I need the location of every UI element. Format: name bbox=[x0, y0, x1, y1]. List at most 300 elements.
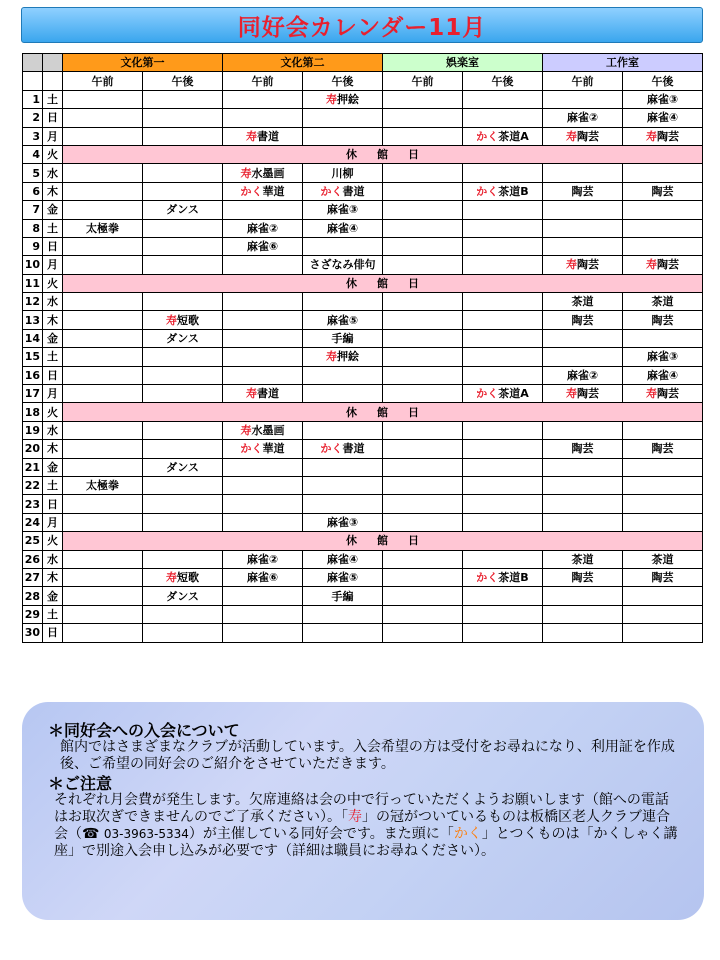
activity-cell bbox=[143, 550, 223, 568]
activity-cell bbox=[303, 458, 383, 476]
room-header: 娯楽室 bbox=[383, 54, 543, 72]
activity-cell bbox=[623, 421, 703, 439]
activity-cell bbox=[543, 237, 623, 255]
activity-cell bbox=[463, 219, 543, 237]
activity-cell bbox=[543, 624, 623, 642]
activity-cell bbox=[463, 513, 543, 531]
day-number: 6 bbox=[23, 182, 43, 200]
activity-cell bbox=[543, 90, 623, 108]
activity-cell: 麻雀② bbox=[543, 366, 623, 384]
activity-cell bbox=[63, 127, 143, 145]
activity-cell: 陶芸 bbox=[623, 311, 703, 329]
activity-cell bbox=[63, 256, 143, 274]
activity-cell bbox=[143, 164, 223, 182]
activity-cell bbox=[63, 568, 143, 586]
calendar-row bbox=[23, 421, 703, 439]
room-header: 文化第二 bbox=[223, 54, 383, 72]
closed-day-cell: 休館日 bbox=[63, 532, 703, 550]
weekday: 水 bbox=[43, 293, 63, 311]
activity-cell bbox=[463, 329, 543, 347]
activity-cell bbox=[463, 587, 543, 605]
activity-cell: 太極拳 bbox=[63, 219, 143, 237]
activity-cell bbox=[383, 293, 463, 311]
activity-cell bbox=[63, 513, 143, 531]
notice-heading: ＊ご注意 bbox=[48, 774, 113, 793]
activity-prefix: 寿 bbox=[566, 387, 577, 401]
half-header: 午後 bbox=[303, 72, 383, 90]
activity-cell bbox=[223, 458, 303, 476]
activity-cell bbox=[63, 458, 143, 476]
activity-cell bbox=[543, 421, 623, 439]
calendar-row bbox=[23, 348, 703, 366]
calendar-row bbox=[23, 513, 703, 531]
calendar-row bbox=[23, 201, 703, 219]
calendar-row bbox=[23, 476, 703, 494]
activity-cell: 陶芸 bbox=[623, 182, 703, 200]
activity-prefix: 寿 bbox=[246, 129, 257, 143]
calendar-row bbox=[23, 403, 703, 421]
activity-cell: 寿押絵 bbox=[303, 348, 383, 366]
activity-cell bbox=[383, 476, 463, 494]
activity-cell bbox=[223, 476, 303, 494]
calendar-row bbox=[23, 532, 703, 550]
activity-cell: 陶芸 bbox=[543, 568, 623, 586]
activity-cell bbox=[383, 495, 463, 513]
activity-prefix: 寿 bbox=[326, 92, 337, 106]
activity-cell: 寿陶芸 bbox=[543, 127, 623, 145]
activity-cell bbox=[463, 164, 543, 182]
activity-prefix: かく bbox=[476, 387, 499, 401]
activity-cell bbox=[63, 164, 143, 182]
activity-cell bbox=[543, 513, 623, 531]
activity-cell bbox=[303, 127, 383, 145]
activity-cell bbox=[463, 476, 543, 494]
activity-cell: 麻雀⑥ bbox=[223, 568, 303, 586]
weekday: 水 bbox=[43, 421, 63, 439]
day-number: 28 bbox=[23, 587, 43, 605]
activity-cell: かく書道 bbox=[303, 182, 383, 200]
activity-cell: 麻雀② bbox=[223, 219, 303, 237]
activity-cell bbox=[383, 348, 463, 366]
weekday: 土 bbox=[43, 476, 63, 494]
activity-cell bbox=[623, 237, 703, 255]
activity-cell bbox=[303, 624, 383, 642]
activity-cell bbox=[223, 293, 303, 311]
closed-day-cell: 休館日 bbox=[63, 403, 703, 421]
activity-cell: 茶道 bbox=[623, 293, 703, 311]
calendar-row bbox=[23, 182, 703, 200]
calendar-row bbox=[23, 256, 703, 274]
activity-cell: 麻雀⑤ bbox=[303, 568, 383, 586]
day-number: 8 bbox=[23, 219, 43, 237]
activity-cell bbox=[383, 513, 463, 531]
activity-cell: 茶道 bbox=[543, 550, 623, 568]
day-number: 2 bbox=[23, 109, 43, 127]
calendar-row bbox=[23, 145, 703, 163]
activity-cell: 麻雀③ bbox=[623, 348, 703, 366]
weekday: 日 bbox=[43, 109, 63, 127]
activity-cell bbox=[63, 624, 143, 642]
activity-cell: かく茶道B bbox=[463, 568, 543, 586]
activity-cell bbox=[383, 256, 463, 274]
activity-prefix: かく bbox=[476, 184, 499, 198]
activity-cell bbox=[143, 513, 223, 531]
activity-cell bbox=[143, 366, 223, 384]
activity-cell: 麻雀④ bbox=[303, 550, 383, 568]
activity-cell bbox=[463, 90, 543, 108]
activity-prefix: かく bbox=[476, 129, 499, 143]
weekday: 金 bbox=[43, 458, 63, 476]
activity-cell bbox=[463, 237, 543, 255]
calendar-row bbox=[23, 109, 703, 127]
half-header: 午前 bbox=[63, 72, 143, 90]
activity-cell bbox=[383, 164, 463, 182]
membership-text: 館内ではさまざまなクラブが活動しています。入会希望の方は受付をお尋ねになり、利用証を作成後、ご希望の同好会のご紹介をさせていただきます。 bbox=[60, 739, 675, 772]
calendar-row bbox=[23, 495, 703, 513]
activity-prefix: 寿 bbox=[240, 424, 252, 437]
half-header: 午後 bbox=[463, 72, 543, 90]
activity-cell: 寿押絵 bbox=[303, 90, 383, 108]
activity-cell: 寿書道 bbox=[223, 385, 303, 403]
kaku-mark: かく bbox=[453, 826, 482, 842]
activity-cell: 手編 bbox=[303, 587, 383, 605]
weekday: 月 bbox=[43, 127, 63, 145]
activity-cell bbox=[543, 476, 623, 494]
activity-cell bbox=[463, 495, 543, 513]
calendar-row bbox=[23, 219, 703, 237]
day-number: 27 bbox=[23, 568, 43, 586]
kotobuki-mark: 寿 bbox=[348, 809, 362, 825]
activity-cell bbox=[143, 109, 223, 127]
activity-cell bbox=[463, 366, 543, 384]
calendar-row bbox=[23, 568, 703, 586]
activity-prefix: 寿 bbox=[246, 387, 257, 401]
activity-cell bbox=[543, 587, 623, 605]
activity-cell bbox=[63, 109, 143, 127]
activity-cell bbox=[143, 237, 223, 255]
day-number: 29 bbox=[23, 605, 43, 623]
day-number: 12 bbox=[23, 293, 43, 311]
activity-cell bbox=[463, 550, 543, 568]
weekday: 木 bbox=[43, 568, 63, 586]
activity-cell bbox=[623, 476, 703, 494]
activity-prefix: かく bbox=[240, 442, 263, 456]
calendar-row bbox=[23, 440, 703, 458]
header-blank bbox=[23, 54, 43, 72]
day-number: 22 bbox=[23, 476, 43, 494]
activity-cell bbox=[623, 624, 703, 642]
activity-cell bbox=[543, 219, 623, 237]
half-header: 午前 bbox=[223, 72, 303, 90]
room-header: 文化第一 bbox=[63, 54, 223, 72]
activity-cell: 麻雀② bbox=[543, 109, 623, 127]
activity-cell bbox=[543, 164, 623, 182]
activity-cell bbox=[63, 385, 143, 403]
activity-cell bbox=[303, 495, 383, 513]
activity-cell bbox=[623, 329, 703, 347]
activity-prefix: 寿 bbox=[646, 258, 657, 272]
activity-cell: 麻雀③ bbox=[623, 90, 703, 108]
activity-cell: かく華道 bbox=[223, 182, 303, 200]
activity-cell: 寿陶芸 bbox=[623, 127, 703, 145]
activity-cell: 陶芸 bbox=[623, 440, 703, 458]
activity-prefix: 寿 bbox=[566, 258, 577, 272]
activity-cell bbox=[143, 348, 223, 366]
activity-cell bbox=[383, 219, 463, 237]
activity-cell: かく書道 bbox=[303, 440, 383, 458]
activity-cell bbox=[143, 476, 223, 494]
weekday: 月 bbox=[43, 385, 63, 403]
activity-cell bbox=[303, 109, 383, 127]
activity-cell: 寿書道 bbox=[223, 127, 303, 145]
activity-cell bbox=[303, 366, 383, 384]
activity-cell bbox=[543, 605, 623, 623]
weekday: 土 bbox=[43, 348, 63, 366]
calendar-row bbox=[23, 237, 703, 255]
calendar-row bbox=[23, 385, 703, 403]
activity-cell bbox=[543, 201, 623, 219]
activity-cell bbox=[383, 624, 463, 642]
activity-cell bbox=[143, 219, 223, 237]
day-number: 5 bbox=[23, 164, 43, 182]
activity-cell bbox=[63, 329, 143, 347]
weekday: 日 bbox=[43, 624, 63, 642]
activity-cell bbox=[223, 201, 303, 219]
activity-prefix: 寿 bbox=[240, 166, 252, 180]
calendar-row bbox=[23, 587, 703, 605]
info-panel bbox=[22, 702, 704, 920]
activity-cell: 手編 bbox=[303, 329, 383, 347]
activity-cell bbox=[383, 182, 463, 200]
activity-prefix: 寿 bbox=[326, 350, 337, 364]
activity-cell bbox=[143, 182, 223, 200]
activity-cell: かく茶道B bbox=[463, 182, 543, 200]
activity-cell bbox=[543, 458, 623, 476]
activity-cell bbox=[63, 421, 143, 439]
room-header-row bbox=[23, 54, 703, 72]
activity-cell bbox=[223, 366, 303, 384]
activity-cell: 寿短歌 bbox=[143, 311, 223, 329]
activity-cell bbox=[63, 311, 143, 329]
header-blank bbox=[43, 72, 63, 90]
membership-heading: ＊同好会への入会について bbox=[48, 721, 240, 740]
activity-cell bbox=[383, 440, 463, 458]
activity-cell bbox=[63, 237, 143, 255]
activity-cell: ダンス bbox=[143, 329, 223, 347]
activity-cell bbox=[223, 90, 303, 108]
activity-cell: 陶芸 bbox=[623, 568, 703, 586]
weekday: 土 bbox=[43, 605, 63, 623]
activity-cell: 陶芸 bbox=[543, 182, 623, 200]
activity-prefix: かく bbox=[320, 442, 343, 456]
activity-prefix: かく bbox=[240, 184, 263, 198]
activity-cell: かく茶道A bbox=[463, 385, 543, 403]
calendar-row bbox=[23, 605, 703, 623]
phone-number: 03-3963-5334 bbox=[103, 827, 189, 841]
page-title: 同好会カレンダー11月 bbox=[237, 14, 487, 41]
activity-cell bbox=[463, 311, 543, 329]
activity-cell bbox=[143, 293, 223, 311]
calendar-row bbox=[23, 274, 703, 292]
activity-cell bbox=[63, 440, 143, 458]
activity-cell: さざなみ俳句 bbox=[303, 256, 383, 274]
weekday: 金 bbox=[43, 201, 63, 219]
calendar-row bbox=[23, 90, 703, 108]
activity-prefix: かく bbox=[320, 184, 343, 198]
day-number: 21 bbox=[23, 458, 43, 476]
weekday: 金 bbox=[43, 329, 63, 347]
activity-cell bbox=[223, 109, 303, 127]
activity-cell bbox=[383, 568, 463, 586]
day-number: 10 bbox=[23, 256, 43, 274]
header-blank bbox=[23, 72, 43, 90]
activity-cell: 寿陶芸 bbox=[543, 385, 623, 403]
activity-cell: 麻雀④ bbox=[303, 219, 383, 237]
weekday: 火 bbox=[43, 145, 63, 163]
notice-text: それぞれ月会費が発生します。欠席連絡は会の中で行っていただくようお願いします（館への電話はお取次ぎできませんのでご了承ください）。「寿」の冠がついているものは板橋区老人クラブ連合会（☎ 03-3963-5334）が主催している同好会です。また頭に「かく」とつくものは「かくしゃく講座」で別途入会申し込みが必要です（詳細は職員にお尋ねください）。 bbox=[54, 792, 678, 859]
activity-cell bbox=[63, 605, 143, 623]
activity-cell bbox=[623, 605, 703, 623]
activity-cell bbox=[383, 550, 463, 568]
day-number: 7 bbox=[23, 201, 43, 219]
activity-cell bbox=[143, 440, 223, 458]
closed-day-cell: 休館日 bbox=[63, 145, 703, 163]
activity-cell bbox=[463, 256, 543, 274]
activity-cell: 麻雀④ bbox=[623, 366, 703, 384]
calendar-row bbox=[23, 624, 703, 642]
activity-cell bbox=[463, 293, 543, 311]
activity-cell bbox=[623, 219, 703, 237]
day-number: 9 bbox=[23, 237, 43, 255]
weekday: 日 bbox=[43, 237, 63, 255]
day-number: 18 bbox=[23, 403, 43, 421]
weekday: 土 bbox=[43, 219, 63, 237]
activity-cell: 麻雀④ bbox=[623, 109, 703, 127]
half-header: 午後 bbox=[623, 72, 703, 90]
half-header: 午前 bbox=[543, 72, 623, 90]
calendar-row bbox=[23, 366, 703, 384]
calendar-row bbox=[23, 550, 703, 568]
day-number: 14 bbox=[23, 329, 43, 347]
activity-cell: 寿陶芸 bbox=[623, 385, 703, 403]
activity-cell bbox=[383, 366, 463, 384]
day-number: 25 bbox=[23, 532, 43, 550]
calendar-row bbox=[23, 127, 703, 145]
calendar-row bbox=[23, 164, 703, 182]
weekday: 火 bbox=[43, 274, 63, 292]
day-number: 13 bbox=[23, 311, 43, 329]
activity-cell bbox=[383, 237, 463, 255]
activity-cell bbox=[223, 605, 303, 623]
activity-cell bbox=[383, 587, 463, 605]
day-number: 17 bbox=[23, 385, 43, 403]
activity-cell bbox=[63, 293, 143, 311]
activity-cell: 川柳 bbox=[303, 164, 383, 182]
activity-cell bbox=[63, 90, 143, 108]
activity-cell bbox=[143, 495, 223, 513]
activity-cell bbox=[383, 421, 463, 439]
activity-cell bbox=[63, 366, 143, 384]
activity-cell: 茶道 bbox=[623, 550, 703, 568]
activity-cell: 寿水墨画 bbox=[223, 421, 303, 439]
activity-cell bbox=[143, 605, 223, 623]
weekday: 木 bbox=[43, 182, 63, 200]
weekday: 木 bbox=[43, 311, 63, 329]
weekday: 水 bbox=[43, 164, 63, 182]
activity-prefix: 寿 bbox=[166, 571, 177, 585]
half-header-row bbox=[23, 72, 703, 90]
activity-cell: かく華道 bbox=[223, 440, 303, 458]
activity-cell bbox=[463, 348, 543, 366]
activity-cell bbox=[383, 329, 463, 347]
weekday: 火 bbox=[43, 403, 63, 421]
activity-cell bbox=[223, 624, 303, 642]
activity-cell bbox=[303, 421, 383, 439]
activity-cell: 太極拳 bbox=[63, 476, 143, 494]
activity-cell: 麻雀⑤ bbox=[303, 311, 383, 329]
activity-cell: ダンス bbox=[143, 587, 223, 605]
weekday: 火 bbox=[43, 532, 63, 550]
activity-cell bbox=[543, 348, 623, 366]
activity-cell bbox=[303, 385, 383, 403]
calendar-title-banner bbox=[21, 7, 703, 43]
activity-cell bbox=[383, 385, 463, 403]
activity-cell bbox=[463, 440, 543, 458]
activity-prefix: 寿 bbox=[166, 313, 177, 327]
day-number: 20 bbox=[23, 440, 43, 458]
activity-cell bbox=[223, 329, 303, 347]
activity-cell bbox=[463, 421, 543, 439]
activity-cell: 陶芸 bbox=[543, 311, 623, 329]
activity-cell bbox=[63, 348, 143, 366]
activity-cell bbox=[623, 164, 703, 182]
activity-cell bbox=[383, 90, 463, 108]
day-number: 23 bbox=[23, 495, 43, 513]
half-header: 午前 bbox=[383, 72, 463, 90]
activity-cell bbox=[143, 90, 223, 108]
activity-cell bbox=[303, 605, 383, 623]
half-header: 午後 bbox=[143, 72, 223, 90]
activity-cell bbox=[383, 127, 463, 145]
activity-cell bbox=[143, 256, 223, 274]
activity-cell bbox=[143, 421, 223, 439]
activity-cell bbox=[143, 127, 223, 145]
activity-cell: 茶道 bbox=[543, 293, 623, 311]
header-blank bbox=[43, 54, 63, 72]
activity-prefix: かく bbox=[476, 571, 499, 585]
weekday: 日 bbox=[43, 366, 63, 384]
activity-cell bbox=[383, 458, 463, 476]
activity-cell bbox=[223, 311, 303, 329]
activity-cell bbox=[543, 495, 623, 513]
weekday: 水 bbox=[43, 550, 63, 568]
activity-cell bbox=[223, 348, 303, 366]
weekday: 木 bbox=[43, 440, 63, 458]
activity-cell bbox=[63, 550, 143, 568]
activity-cell: 寿水墨画 bbox=[223, 164, 303, 182]
activity-cell: ダンス bbox=[143, 201, 223, 219]
activity-cell bbox=[223, 513, 303, 531]
day-number: 11 bbox=[23, 274, 43, 292]
activity-cell bbox=[63, 587, 143, 605]
activity-cell bbox=[303, 293, 383, 311]
room-header: 工作室 bbox=[543, 54, 703, 72]
club-calendar-table bbox=[22, 53, 703, 643]
calendar-row bbox=[23, 293, 703, 311]
calendar-row bbox=[23, 458, 703, 476]
activity-cell bbox=[463, 458, 543, 476]
day-number: 16 bbox=[23, 366, 43, 384]
